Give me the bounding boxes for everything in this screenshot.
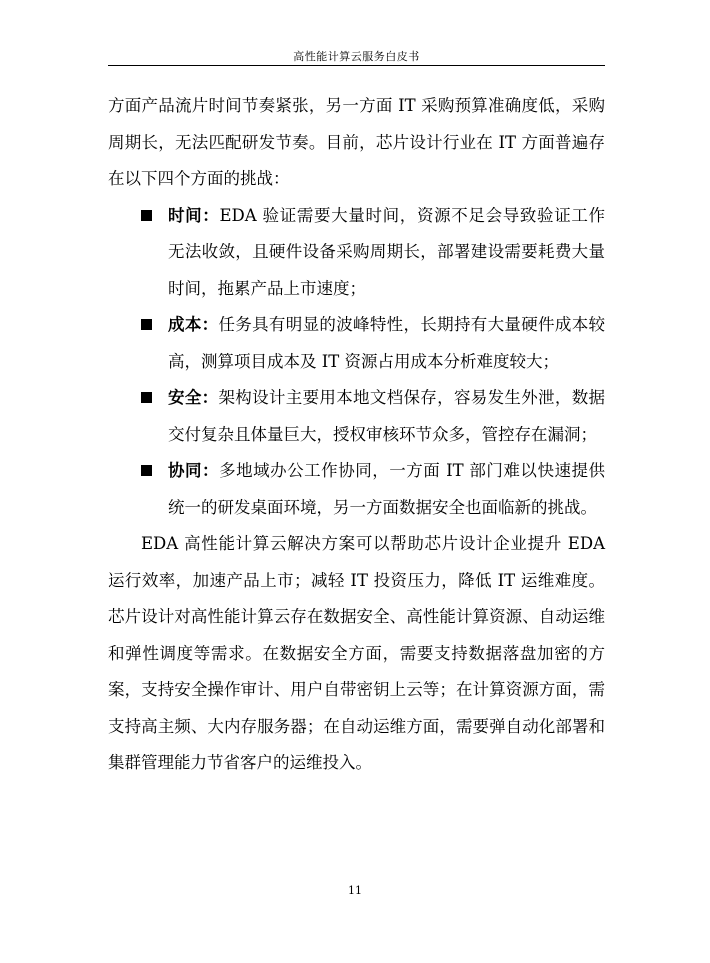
challenge-item-time: [108, 198, 605, 308]
challenge-text: EDA 验证需要大量时间，资源不足会导致验证工作无法收敛，且硬件设备采购周期长，部署建设需要耗费大量时间，拖累产品上市速度；: [168, 205, 606, 298]
page-content: [108, 88, 605, 782]
challenge-item-collaboration: [108, 453, 605, 526]
conclusion-paragraph: EDA 高性能计算云解决方案可以帮助芯片设计企业提升 EDA 运行效率，加速产品上市；减轻 IT 投资压力，降低 IT 运维难度。芯片设计对高性能计算云存在数据安全、高性能计算资源、自动运维和弹性调度等需求。在数据安全方面，需要支持数据落盘加密的方案，支持安全操作审计、用户自带密钥上云等；在计算资源方面，需支持高主频、大内存服务器；在自动运维方面，需要弹自动化部署和集群管理能力节省客户的运维投入。: [108, 534, 605, 772]
page-number: 11: [348, 884, 362, 897]
document-title: 高性能计算云服务白皮书: [293, 50, 420, 63]
square-bullet-icon: [141, 392, 152, 403]
challenge-term: 安全：: [168, 388, 219, 407]
challenge-list: [108, 198, 605, 527]
challenge-term: 成本：: [168, 315, 219, 334]
challenge-term: 时间：: [168, 205, 220, 225]
challenge-text: 任务具有明显的波峰特性，长期持有大量硬件成本较高，测算项目成本及 IT 资源占用成本分析难度较大；: [168, 315, 606, 371]
square-bullet-icon: [141, 319, 152, 330]
challenge-term: 协同：: [168, 461, 220, 480]
square-bullet-icon: [141, 465, 152, 476]
intro-paragraph: 方面产品流片时间节奏紧张，另一方面 IT 采购预算准确度低，采购周期长，无法匹配研发节奏。目前，芯片设计行业在 IT 方面普遍存在以下四个方面的挑战：: [108, 96, 605, 188]
square-bullet-icon: [141, 210, 152, 221]
challenge-item-security: [108, 380, 605, 453]
page-header: [108, 40, 605, 66]
challenge-text: 架构设计主要用本地文档保存，容易发生外泄，数据交付复杂且体量巨大，授权审核环节众多，管控存在漏洞；: [168, 388, 606, 444]
challenge-text: 多地域办公工作协同，一方面 IT 部门难以快速提供统一的研发桌面环境，另一方面数据安全也面临新的挑战。: [168, 461, 606, 517]
challenge-item-cost: [108, 307, 605, 380]
